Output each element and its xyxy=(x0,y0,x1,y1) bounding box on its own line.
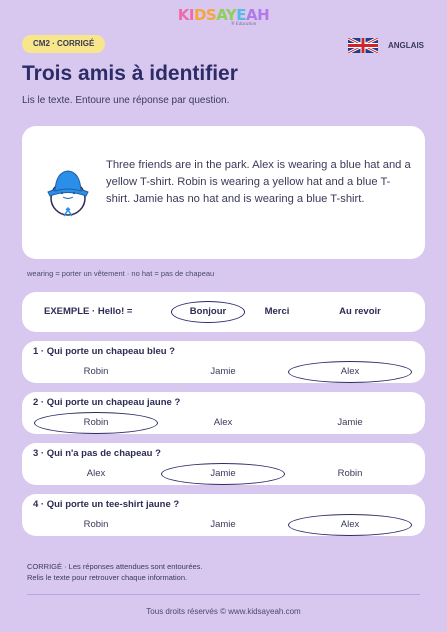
brand-wordmark: KIDSAYEAH xyxy=(177,6,270,24)
question-title: 2 · Qui porte un chapeau jaune ? xyxy=(33,397,181,408)
level-badge: CM2 · CORRIGÉ xyxy=(22,35,105,53)
logo xyxy=(0,6,447,27)
reread-note: Relis le texte pour retrouver chaque information. xyxy=(27,573,188,582)
answer-option-circled[interactable]: Jamie xyxy=(168,468,278,479)
answer-option-circled[interactable]: Alex xyxy=(295,519,405,530)
footer-divider xyxy=(27,594,420,595)
question-card-4 xyxy=(22,494,425,536)
answer-option-circled[interactable]: Alex xyxy=(295,366,405,377)
language-label: ANGLAIS xyxy=(388,41,424,50)
answer-key-note: CORRIGÉ · Les réponses attendues sont entourées. xyxy=(27,562,203,571)
answer-option[interactable]: Alex xyxy=(213,417,233,428)
story-text: Three friends are in the park. Alex is wearing a blue hat and a yellow T-shirt. Robin is wearing a yellow hat and a blue T-shirt. Jamie has no hat and is wearing a blue T-shirt. xyxy=(106,159,411,205)
answer-option[interactable]: Jamie xyxy=(337,417,363,428)
answer-option-circled[interactable]: Robin xyxy=(41,417,151,428)
question-card-1 xyxy=(22,341,425,383)
logo-tagline: ® Education xyxy=(230,22,257,27)
answer-option[interactable]: Robin xyxy=(337,468,363,479)
example-option[interactable]: Merci xyxy=(264,306,290,317)
hat-icon xyxy=(46,158,112,224)
question-card-3 xyxy=(22,443,425,485)
question-title: 3 · Qui n'a pas de chapeau ? xyxy=(33,448,161,459)
example-option-circled[interactable]: Bonjour xyxy=(168,306,248,317)
answer-option[interactable]: Alex xyxy=(86,468,106,479)
story-card xyxy=(22,126,425,259)
uk-flag-icon xyxy=(348,38,378,53)
example-option[interactable]: Au revoir xyxy=(339,306,381,317)
answer-option[interactable]: Jamie xyxy=(210,519,236,530)
example-card xyxy=(22,292,425,332)
example-label: EXEMPLE · Hello! = xyxy=(44,306,133,317)
footer-copyright: Tous droits réservés © www.kidsayeah.com xyxy=(146,607,301,616)
instructions: Lis le texte. Entoure une réponse par question. xyxy=(22,95,230,106)
answer-option[interactable]: Jamie xyxy=(210,366,236,377)
question-title: 4 · Qui porte un tee-shirt jaune ? xyxy=(33,499,180,510)
question-card-2 xyxy=(22,392,425,434)
page-title: Trois amis à identifier xyxy=(22,62,238,85)
answer-option[interactable]: Robin xyxy=(83,366,109,377)
glossary: wearing = porter un vêtement · no hat = pas de chapeau xyxy=(27,269,215,278)
question-title: 1 · Qui porte un chapeau bleu ? xyxy=(33,346,175,357)
answer-option[interactable]: Robin xyxy=(83,519,109,530)
